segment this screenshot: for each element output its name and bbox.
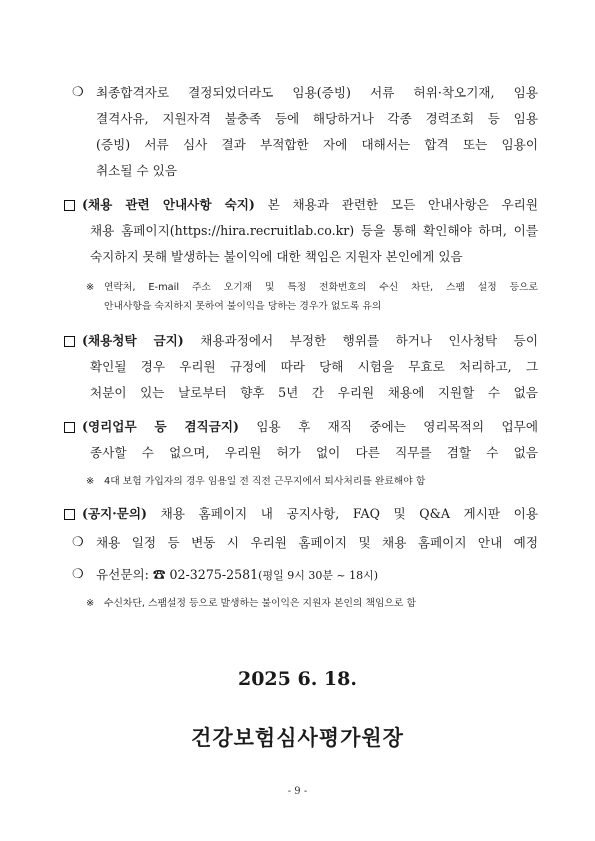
- text-line: 채용 일정 등 변동 시 우리원 홈페이지 및 채용 홈페이지 안내 예정: [96, 535, 538, 550]
- contact-item-phone: [96, 562, 378, 589]
- checkbox-square-icon: [64, 200, 75, 211]
- text-line: (증빙) 서류 심사 결과 부적합한 자에 대해서는 합격 또는 임용이: [96, 137, 538, 152]
- circle-bullet-icon: ❍: [72, 535, 84, 550]
- checkbox-square-icon: [64, 422, 75, 433]
- checkbox-square-icon: [64, 336, 75, 347]
- contact-paragraph: [82, 501, 538, 527]
- text-line: 결격사유, 지원자격 불충족 등에 해당하거나 각종 경력조회 등 임용: [96, 111, 538, 126]
- phone-hours: (평일 9시 30분 ~ 18시): [258, 569, 379, 582]
- text-line: 채용 홈페이지(https://hira.recruitlab.co.kr) 등을 통해 확인해야 하며, 이를: [90, 223, 538, 238]
- section-title: (채용 관련 안내사항 숙지): [82, 197, 255, 212]
- text-line: 종사할 수 없으며, 우리원 허가 없이 다른 직무를 겸할 수 없음: [90, 445, 538, 460]
- dual-employment-paragraph: [82, 414, 538, 440]
- text-span: 본 채용과 관련한 모든 안내사항은 우리원: [254, 197, 538, 212]
- text-line: 숙지하지 못해 발생하는 불이익에 대한 책임은 지원자 본인에게 있음: [90, 249, 463, 264]
- notice-paragraph-cont: [90, 218, 538, 270]
- issuer-name: 건강보험심사평가원장: [191, 726, 404, 750]
- text-line: [82, 328, 538, 354]
- dual-employment-paragraph-cont: [90, 440, 538, 466]
- text-span: 채용 홈페이지 내 공지사항, FAQ 및 Q&A 게시판 이용: [146, 506, 538, 521]
- checkbox-square-icon: [64, 509, 75, 520]
- text-line: 처분이 있는 날로부터 향후 5년 간 우리원 채용에 지원할 수 없음: [90, 385, 538, 400]
- text-line: 최종합격자로 결정되었더라도 임용(증빙) 서류 허위·착오기재, 임용: [96, 85, 538, 100]
- section-title: (채용청탁 금지): [82, 333, 184, 348]
- text-line: 확인될 경우 우리원 규정에 따라 당해 시험을 무효로 처리하고, 그: [90, 359, 538, 374]
- contact-note: [86, 594, 416, 613]
- text-span: 채용과정에서 부정한 행위를 하거나 인사청탁 등이: [183, 333, 539, 348]
- note-line: 안내사항을 숙지하지 못하여 불이익을 당하는 경우가 없도록 유의: [104, 301, 382, 312]
- text-span: 임용 후 재직 중에는 영리목적의 업무에: [238, 419, 538, 434]
- text-line: [82, 192, 538, 218]
- text-line: [82, 414, 538, 440]
- note-line: 연락처, E-mail 주소 오기재 및 특정 전화번호의 수신 차단, 스팸 설정 등으로: [104, 282, 538, 293]
- circle-bullet-icon: ❍: [72, 567, 84, 582]
- document-date: 2025 6. 18.: [237, 668, 357, 690]
- circle-bullet-icon: ❍: [72, 85, 84, 100]
- final-acceptance-paragraph: [96, 80, 538, 184]
- solicitation-paragraph-cont: [90, 354, 538, 406]
- reference-mark-icon: ※: [86, 476, 95, 487]
- contact-item-schedule: [96, 530, 538, 556]
- notice-paragraph: [82, 192, 538, 218]
- note-line: 수신차단, 스팸설정 등으로 발생하는 불이익은 지원자 본인의 책임으로 함: [104, 598, 416, 609]
- notice-note: [86, 278, 538, 316]
- reference-mark-icon: ※: [86, 598, 95, 609]
- dual-employment-note: [86, 472, 538, 491]
- text-line: [82, 501, 538, 527]
- phone-label: 유선문의:: [96, 567, 153, 582]
- reference-mark-icon: ※: [86, 282, 95, 293]
- phone-number[interactable]: 02-3275-2581: [165, 567, 259, 582]
- telephone-icon: ☎: [152, 567, 166, 582]
- text-line: 취소될 수 있음: [96, 163, 177, 178]
- page-number: - 9 -: [287, 786, 308, 797]
- section-title: (영리업무 등 겸직금지): [82, 419, 239, 434]
- solicitation-paragraph: [82, 328, 538, 354]
- note-line: 4대 보험 가입자의 경우 임용일 전 직전 근무지에서 퇴사처리를 완료해야 함: [104, 476, 426, 487]
- section-title: (공지·문의): [82, 506, 147, 521]
